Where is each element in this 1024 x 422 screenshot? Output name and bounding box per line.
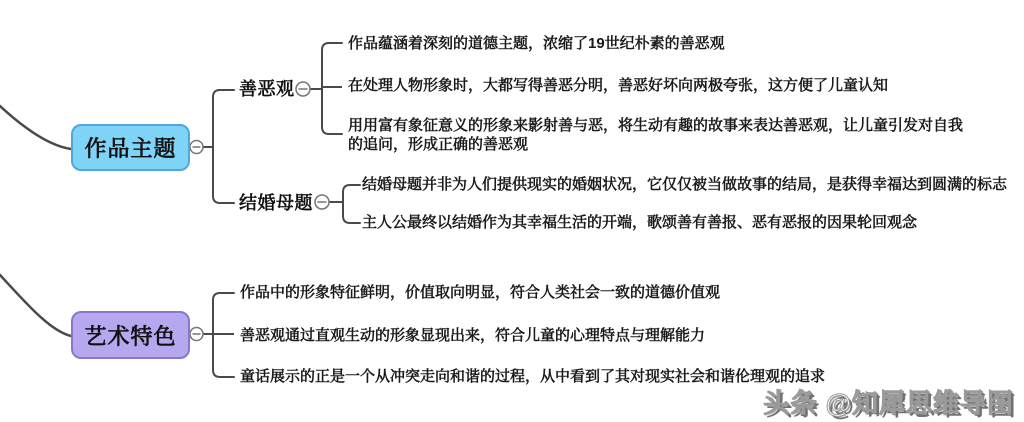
leaf-node[interactable]: 童话展示的正是一个从冲突走向和谐的过程，从中看到了其对现实社会和谐伦理观的追求 (240, 368, 826, 385)
root-branch-curve-bottom (0, 275, 71, 336)
root-branch-curve-top (0, 106, 71, 149)
leaf-node[interactable]: 主人公最终以结婚作为其幸福生活的开端，歌颂善有善报、恶有恶报的因果轮回观念 (362, 214, 918, 231)
branch-bracket-jiehun (343, 185, 360, 223)
leaf-node[interactable]: 结婚母题并非为人们提供现实的婚姻状况，它仅仅被当做故事的结局，是获得幸福达到圆满的标志 (362, 176, 1008, 193)
branch-bracket-shaneguan (322, 43, 342, 134)
collapse-toggle-icon-jiehun[interactable] (315, 195, 329, 209)
subtopic-node-jiehun-muti[interactable]: 结婚母题 (239, 193, 313, 213)
leaf-node[interactable]: 用用富有象征意义的形象来影射善与恶，将生动有趣的故事来表达善恶观，让儿童引发对自我的追问，形成正确的善恶观 (348, 117, 964, 153)
branch-bracket-topic1 (213, 90, 234, 203)
topic-node-zuopin-zhuti[interactable]: 作品主题 (71, 124, 190, 171)
leaf-node[interactable]: 在处理人物形象时，大都写得善恶分明，善恶好坏向两极夸张，这方便了儿童认知 (348, 77, 889, 94)
topic-node-yishu-tese[interactable]: 艺术特色 (71, 311, 190, 359)
collapse-toggle-icon-shaneguan[interactable] (296, 82, 310, 96)
leaf-node[interactable]: 作品中的形象特征鲜明，价值取向明显，符合人类社会一致的道德价值观 (240, 284, 721, 301)
collapse-toggle-icon-topic2[interactable] (190, 328, 203, 341)
collapse-toggle-icon-topic1[interactable] (190, 141, 203, 154)
toutiao-watermark: 头条 @知犀思维导图 (763, 388, 1014, 418)
leaf-node[interactable]: 作品蕴涵着深刻的道德主题，浓缩了19世纪朴素的善恶观 (348, 35, 725, 52)
leaf-node[interactable]: 善恶观通过直观生动的形象显现出来，符合儿童的心理特点与理解能力 (240, 327, 706, 344)
subtopic-node-shaneguan[interactable]: 善恶观 (239, 79, 295, 99)
